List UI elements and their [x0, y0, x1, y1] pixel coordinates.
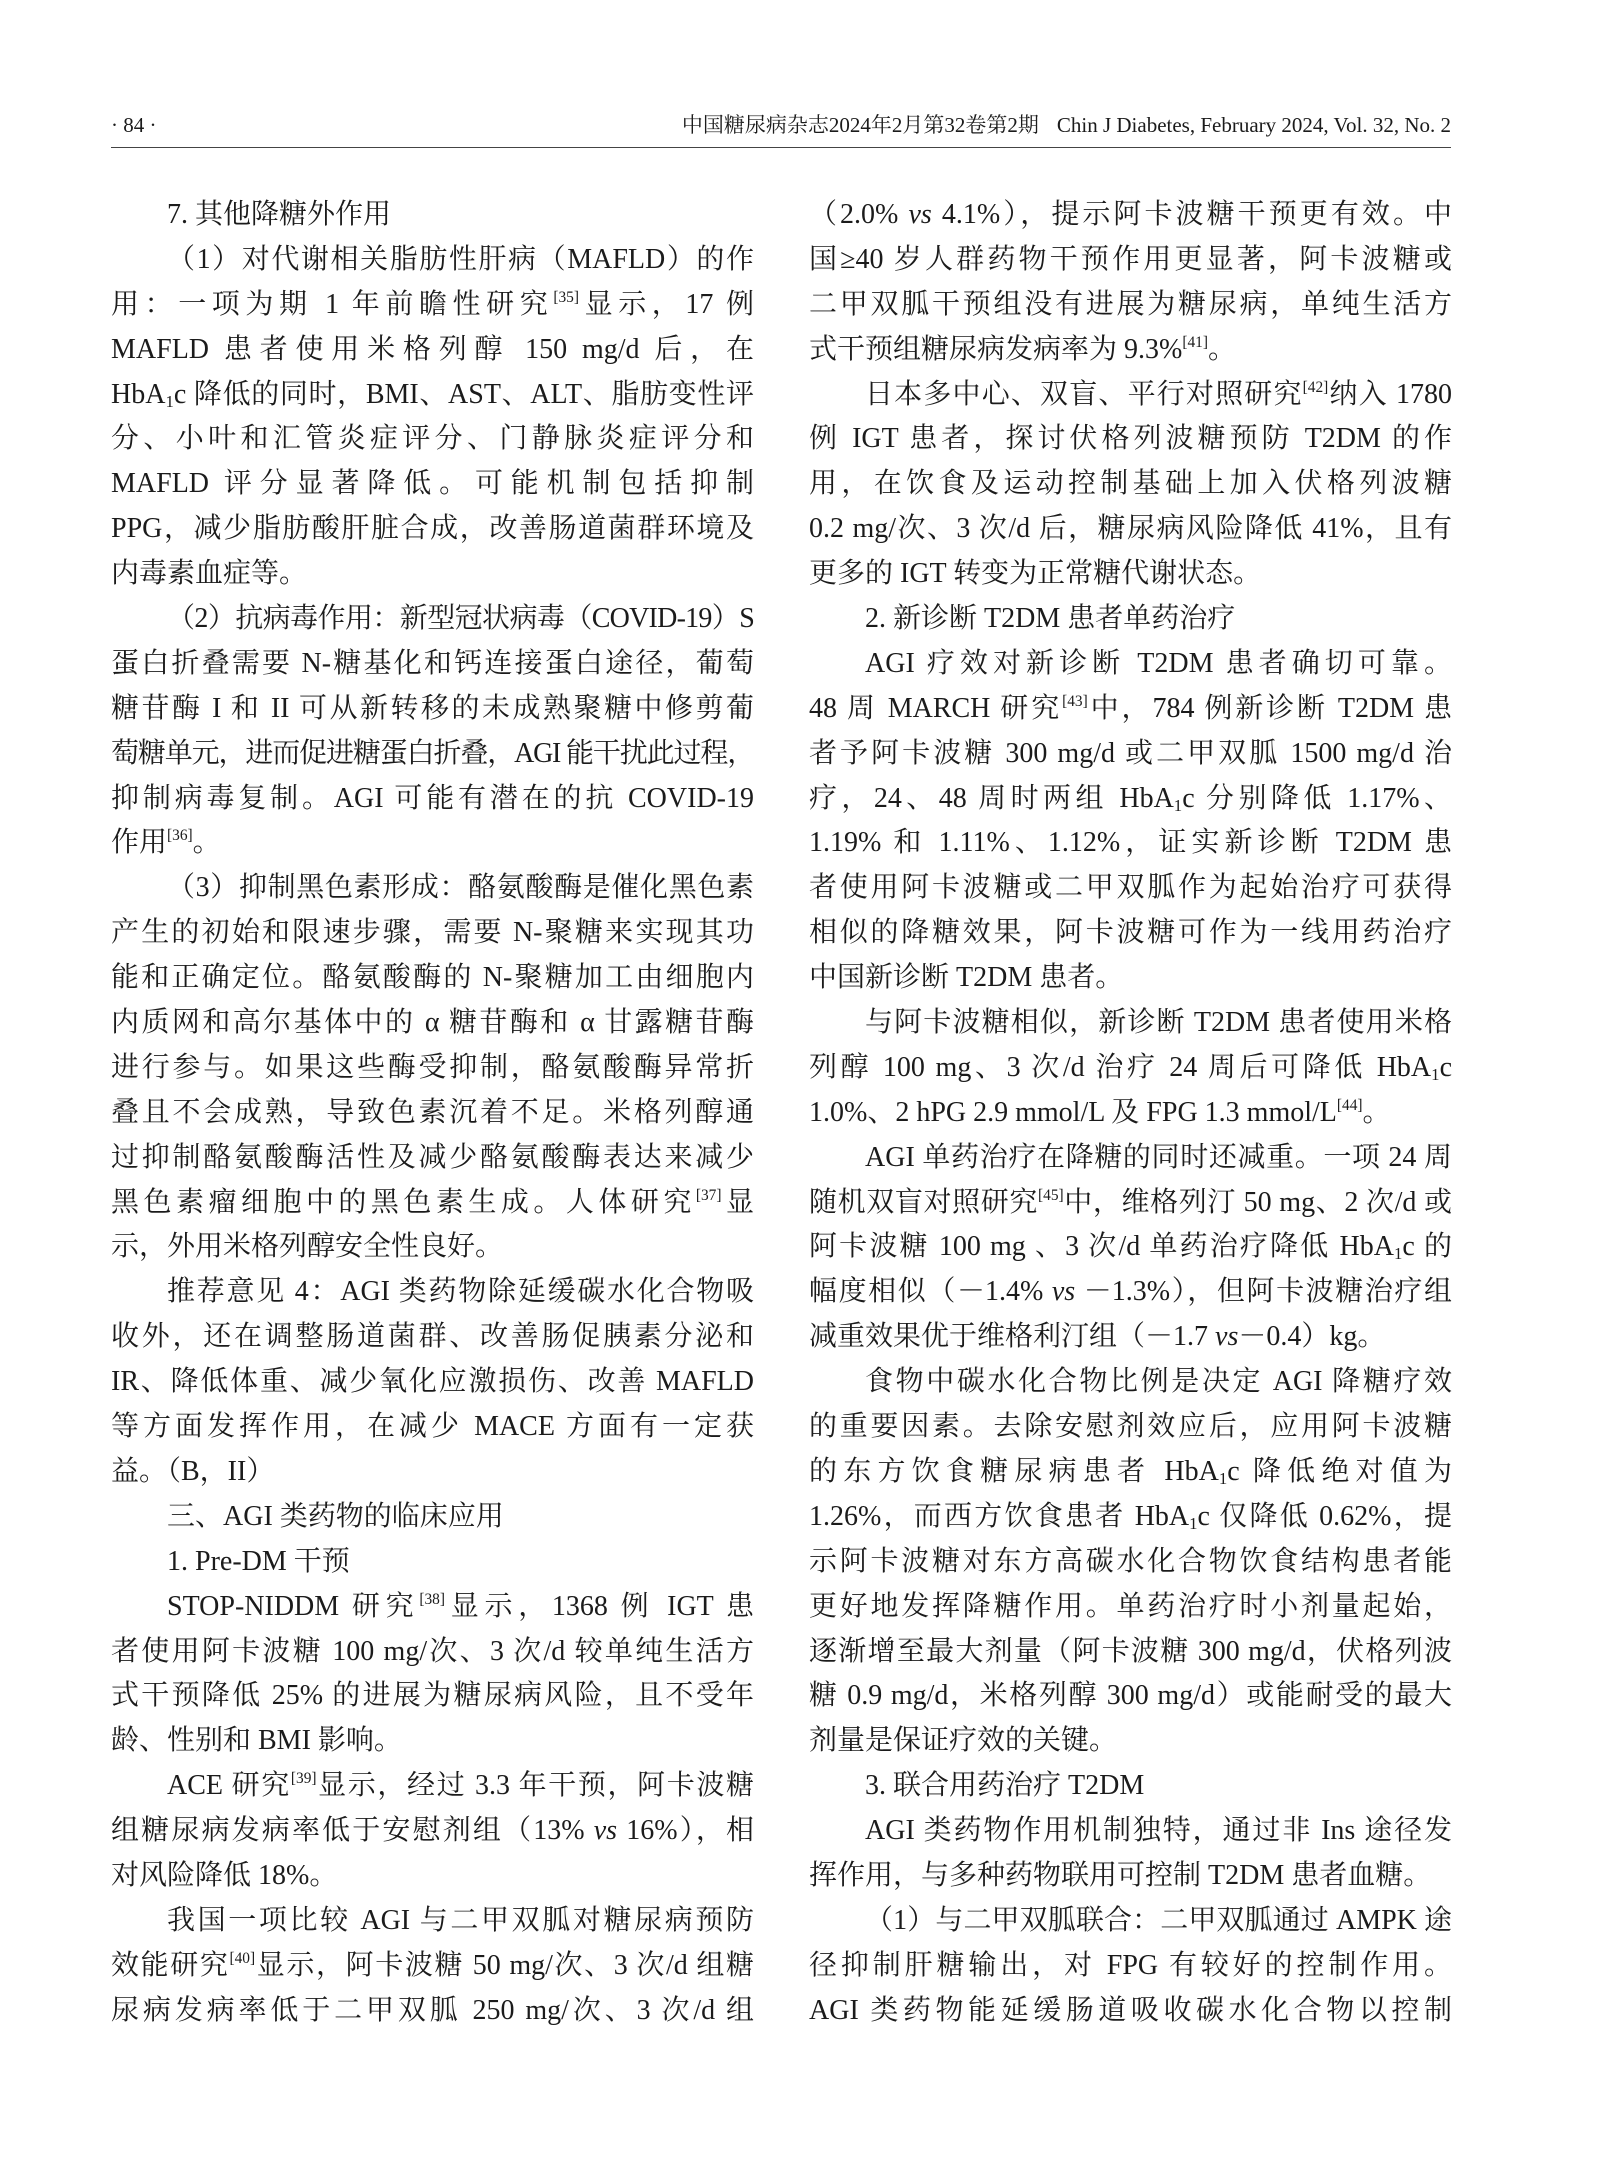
- text-line: [111, 1315, 754, 1360]
- text-run: ACE 研究: [167, 1770, 291, 1802]
- text-line: [111, 328, 754, 373]
- text-run: 相似的降糖效果，阿卡波糖可作为一线用药治疗: [809, 917, 1452, 949]
- text-line: [809, 1225, 1452, 1270]
- right-column: [809, 193, 1452, 2034]
- text-run: 1.0%、2 hPG 2.9 mmol/L 及 FPG 1.3 mmol/L: [809, 1096, 1337, 1128]
- text-line: [809, 193, 1452, 238]
- text-run: 二甲双胍干预组没有进展为糖尿病，单纯生活方: [809, 288, 1452, 320]
- text-line: [809, 1495, 1452, 1540]
- text-run: 与阿卡波糖相似，新诊断 T2DM 患者使用米格: [865, 1007, 1452, 1039]
- text-run: c 降低绝对值为: [1227, 1455, 1452, 1487]
- citation-ref: [40]: [229, 1949, 256, 1967]
- text-run: AGI 类药物能延缓肠道吸收碳水化合物以控制: [809, 1994, 1452, 2026]
- text-run: 更好地发挥降糖作用。单药治疗时小剂量起始，: [809, 1590, 1452, 1622]
- paragraph: [809, 1809, 1452, 1899]
- text-run: AGI 单药治疗在降糖的同时还减重。一项 24 周: [865, 1141, 1452, 1173]
- text-line: [111, 1674, 754, 1719]
- text-line: [111, 373, 754, 418]
- citation-ref: [37]: [695, 1186, 722, 1204]
- subscript: 1: [1431, 1065, 1440, 1085]
- text-run: MAFLD 评分显著降低。可能机制包括抑制: [111, 468, 754, 500]
- text-line: [809, 1585, 1452, 1630]
- text-run: 列醇 100 mg、3 次/d 治疗 24 周后可降低 HbA: [809, 1051, 1432, 1083]
- paragraph: [111, 1899, 754, 2034]
- text-run: c: [1439, 1051, 1452, 1083]
- text-run: c 的: [1402, 1231, 1452, 1263]
- text-run: 内毒素血症等。: [111, 558, 308, 590]
- text-run: 随机双盲对照研究: [809, 1186, 1039, 1218]
- text-line: [809, 1360, 1452, 1405]
- paragraph: [809, 373, 1452, 597]
- citation-ref: [36]: [167, 827, 193, 845]
- subscript: 1: [1218, 1469, 1228, 1489]
- text-run: 组糖尿病发病率低于安慰剂组（13%: [111, 1815, 594, 1847]
- text-run: 中国新诊断 T2DM 患者。: [809, 962, 1124, 994]
- text-run: 显示，阿卡波糖 50 mg/次、3 次/d 组糖: [255, 1949, 754, 1981]
- text-line: [809, 238, 1452, 283]
- paragraph: [111, 597, 754, 866]
- text-run: 16%），相: [617, 1815, 754, 1847]
- text-run: 食物中碳水化合物比例是决定 AGI 降糖疗效: [865, 1366, 1452, 1398]
- citation-ref: [41]: [1182, 333, 1208, 351]
- text-run: 龄、性别和 BMI 影响。: [111, 1725, 402, 1757]
- text-line: [111, 1001, 754, 1046]
- text-run: 逐渐增至最大剂量（阿卡波糖 300 mg/d，伏格列波: [809, 1635, 1452, 1667]
- text-run: 糖苷酶 I 和 II 可从新转移的未成熟聚糖中修剪葡: [111, 692, 754, 724]
- text-line: [111, 1899, 754, 1944]
- subscript: 1: [1394, 1244, 1403, 1264]
- text-line: [111, 1136, 754, 1181]
- text-line: [809, 1450, 1452, 1495]
- text-run: 的东方饮食糖尿病患者 HbA: [809, 1455, 1219, 1487]
- text-line: [809, 866, 1452, 911]
- text-run: 糖 0.9 mg/d，米格列醇 300 mg/d）或能耐受的最大: [809, 1680, 1452, 1712]
- text-run: 对风险降低 18%。: [111, 1859, 338, 1891]
- text-line: [111, 283, 754, 328]
- text-run: 我国一项比较 AGI 与二甲双胍对糖尿病预防: [167, 1904, 754, 1936]
- text-line: [809, 373, 1452, 418]
- text-line: [111, 462, 754, 507]
- text-line: [111, 956, 754, 1001]
- text-run: 中，784 例新诊断 T2DM 患: [1087, 692, 1452, 724]
- text-line: [809, 1854, 1452, 1899]
- paragraph: [111, 866, 754, 1270]
- text-line: [809, 1630, 1452, 1675]
- text-line: [111, 597, 754, 642]
- text-run: MAFLD 患者使用米格列醇 150 mg/d 后，在: [111, 333, 754, 365]
- text-run: 益。（B，II）: [111, 1455, 275, 1487]
- text-run: （2）抗病毒作用：新型冠状病毒（COVID-19）S: [167, 603, 754, 635]
- text-run: PPG，减少脂肪酸肝脏合成，改善肠道菌群环境及: [111, 513, 754, 545]
- text-run: 黑色素瘤细胞中的黑色素生成。人体研究: [111, 1186, 696, 1218]
- citation-ref: [43]: [1062, 693, 1088, 711]
- text-run: 内质网和高尔基体中的 α 糖苷酶和 α 甘露糖苷酶: [111, 1007, 754, 1039]
- text-run: IR、降低体重、减少氧化应激损伤、改善 MAFLD: [111, 1366, 754, 1398]
- text-line: [809, 507, 1452, 552]
- paragraph: [809, 1136, 1452, 1360]
- text-line: [809, 1809, 1452, 1854]
- text-run: 幅度相似（－1.4%: [809, 1276, 1052, 1308]
- text-run: 1.19% 和 1.11%、1.12%，证实新诊断 T2DM 患: [809, 827, 1452, 859]
- paragraph: [809, 193, 1452, 373]
- journal-citation: [682, 108, 1451, 142]
- text-run: （1）对代谢相关脂肪性肝病（MAFLD）的作: [167, 243, 754, 275]
- text-run: 显: [721, 1186, 754, 1218]
- text-run: 中，维格列汀 50 mg、2 次/d 或: [1063, 1186, 1452, 1218]
- text-run: 的重要因素。去除安慰剂效应后，应用阿卡波糖: [809, 1411, 1452, 1443]
- text-line: [111, 1854, 754, 1899]
- text-line: [111, 1091, 754, 1136]
- text-line: [111, 1270, 754, 1315]
- text-line: [809, 1719, 1452, 1764]
- text-run: 作用: [111, 827, 168, 859]
- text-run: 蛋白折叠需要 N-糖基化和钙连接蛋白途径，葡萄: [111, 647, 754, 679]
- text-run: 产生的初始和限速步骤，需要 N-聚糖来实现其功: [111, 917, 754, 949]
- paragraph: [111, 238, 754, 597]
- text-run: （2.0%: [809, 199, 909, 230]
- text-run: 用，在饮食及运动控制基础上加入伏格列波糖: [809, 468, 1452, 500]
- journal-title-en: Chin J Diabetes, February 2024, Vol. 32, No. 2: [1056, 113, 1451, 137]
- paragraph: [111, 1764, 754, 1899]
- text-run: 挥作用，与多种药物联用可控制 T2DM 患者血糖。: [809, 1859, 1432, 1891]
- text-line: [809, 1001, 1452, 1046]
- text-line: [809, 956, 1452, 1001]
- text-line: [809, 732, 1452, 777]
- text-run: 者使用阿卡波糖 100 mg/次、3 次/d 较单纯生活方: [111, 1635, 754, 1667]
- text-run: 萄糖单元，进而促进糖蛋白折叠，AGI 能干扰此过程，: [111, 737, 754, 769]
- section-heading: 三、AGI 类药物的临床应用: [167, 1500, 504, 1532]
- paragraph: [809, 642, 1452, 1001]
- text-line: [809, 1091, 1452, 1136]
- subscript: 1: [165, 391, 174, 411]
- citation-ref: [35]: [553, 289, 579, 307]
- text-run: 0.2 mg/次、3 次/d 后，糖尿病风险降低 41%，且有: [809, 513, 1452, 545]
- text-line: [809, 1899, 1452, 1944]
- text-line: [809, 1405, 1452, 1450]
- section-heading: 1. Pre-DM 干预: [167, 1545, 350, 1577]
- text-run: 1.26%，而西方饮食患者 HbA: [809, 1500, 1190, 1532]
- text-line: [111, 1630, 754, 1675]
- text-line: [809, 417, 1452, 462]
- italic-term: vs: [908, 199, 932, 230]
- text-run: 例 IGT 患者，探讨伏格列波糖预防 T2DM 的作: [809, 423, 1452, 455]
- text-line: [111, 1405, 754, 1450]
- text-line: [111, 687, 754, 732]
- text-run: c 分别降低 1.17%、: [1182, 782, 1452, 814]
- text-run: （1）与二甲双胍联合：二甲双胍通过 AMPK 途: [865, 1904, 1452, 1936]
- text-line: [111, 821, 754, 866]
- text-run: 。: [192, 827, 221, 859]
- citation-ref: [38]: [419, 1590, 446, 1608]
- text-run: 径抑制肝糖输出，对 FPG 有较好的控制作用。: [809, 1949, 1452, 1981]
- text-line: [111, 1585, 754, 1630]
- text-run: 日本多中心、双盲、平行对照研究: [865, 378, 1303, 410]
- text-run: 推荐意见 4：AGI 类药物除延缓碳水化合物吸: [167, 1276, 754, 1308]
- text-run: 式干预组糖尿病发病率为 9.3%: [809, 333, 1183, 365]
- paragraph: [809, 1360, 1452, 1764]
- text-line: [111, 1360, 754, 1405]
- paragraph: [809, 1899, 1452, 2034]
- text-run: c 降低的同时，BMI、AST、ALT、脂肪变性评: [173, 378, 754, 410]
- text-run: 叠且不会成熟，导致色素沉着不足。米格列醇通: [111, 1096, 754, 1128]
- text-run: HbA: [111, 378, 166, 410]
- running-header: [111, 108, 1451, 142]
- text-line: [809, 642, 1452, 687]
- text-run: 48 周 MARCH 研究: [809, 692, 1063, 724]
- text-run: 疗，24、48 周时两组 HbA: [809, 782, 1174, 814]
- text-line: [809, 1181, 1452, 1226]
- text-run: 分、小叶和汇管炎症评分、门静脉炎症评分和: [111, 423, 754, 455]
- text-line: [111, 866, 754, 911]
- subscript: 1: [1173, 795, 1183, 815]
- text-run: 。: [1207, 333, 1236, 365]
- text-line: [111, 642, 754, 687]
- text-run: 显示，经过 3.3 年干预，阿卡波糖: [316, 1770, 754, 1802]
- text-run: 减重效果优于维格利汀组（－1.7: [809, 1321, 1216, 1353]
- text-line: [111, 911, 754, 956]
- text-run: 者予阿卡波糖 300 mg/d 或二甲双胍 1500 mg/d 治: [809, 737, 1452, 769]
- text-line: [809, 462, 1452, 507]
- paragraph: [809, 1001, 1452, 1136]
- text-line: [809, 821, 1452, 866]
- text-line: [111, 1719, 754, 1764]
- text-line: [809, 328, 1452, 373]
- text-line: [111, 1989, 754, 2034]
- text-line: [111, 777, 754, 822]
- italic-term: vs: [1215, 1321, 1239, 1353]
- text-run: 用：一项为期 1 年前瞻性研究: [111, 288, 554, 320]
- text-line: [111, 1225, 754, 1270]
- text-line: [111, 507, 754, 552]
- text-run: 尿病发病率低于二甲双胍 250 mg/次、3 次/d 组: [111, 1994, 754, 2026]
- text-run: 纳入 1780: [1328, 378, 1452, 410]
- text-line: [809, 687, 1452, 732]
- text-line: [809, 1944, 1452, 1989]
- paragraph: [111, 1585, 754, 1765]
- section-heading: 2. 新诊断 T2DM 患者单药治疗: [865, 603, 1236, 635]
- text-run: 更多的 IGT 转变为正常糖代谢状态。: [809, 558, 1262, 590]
- text-line: [111, 1181, 754, 1226]
- text-run: 显示，17 例: [579, 288, 754, 320]
- subscript: 1: [1189, 1514, 1198, 1534]
- text-run: 。: [1362, 1096, 1391, 1128]
- text-line: [111, 417, 754, 462]
- paragraph: [111, 1270, 754, 1494]
- text-run: 收外，还在调整肠道菌群、改善肠促胰素分泌和: [111, 1321, 754, 1353]
- text-line: [809, 777, 1452, 822]
- text-run: －1.3%），但阿卡波糖治疗组: [1075, 1276, 1452, 1308]
- text-line: [809, 1540, 1452, 1585]
- text-line: [111, 1944, 754, 1989]
- text-run: 过抑制酪氨酸酶活性及减少酪氨酸酶表达来减少: [111, 1141, 754, 1173]
- text-run: 阿卡波糖 100 mg 、3 次/d 单药治疗降低 HbA: [809, 1231, 1394, 1263]
- text-line: [809, 552, 1452, 597]
- text-line: [111, 238, 754, 283]
- left-column: [111, 193, 754, 2034]
- section-heading: 3. 联合用药治疗 T2DM: [865, 1770, 1145, 1802]
- text-line: [809, 1046, 1452, 1091]
- text-line: [809, 1674, 1452, 1719]
- text-run: 显示，1368 例 IGT 患: [445, 1590, 754, 1622]
- text-run: 国≥40 岁人群药物干预作用更显著，阿卡波糖或: [809, 243, 1452, 275]
- text-run: 剂量是保证疗效的关键。: [809, 1725, 1118, 1757]
- text-line: [111, 1450, 754, 1495]
- text-line: [809, 1315, 1452, 1360]
- text-run: 抑制病毒复制。AGI 可能有潜在的抗 COVID-19: [111, 782, 754, 814]
- citation-ref: [45]: [1038, 1186, 1064, 1204]
- text-run: －0.4）kg。: [1238, 1321, 1386, 1353]
- section-heading: 7. 其他降糖外作用: [167, 199, 392, 230]
- text-line: [809, 1989, 1452, 2034]
- citation-ref: [42]: [1302, 378, 1329, 396]
- text-run: 能和正确定位。酪氨酸酶的 N-聚糖加工由细胞内: [111, 962, 754, 994]
- text-run: 示，外用米格列醇安全性良好。: [111, 1231, 504, 1263]
- text-line: [809, 1270, 1452, 1315]
- citation-ref: [44]: [1336, 1097, 1363, 1115]
- text-run: （3）抑制黑色素形成：酪氨酸酶是催化黑色素: [167, 872, 754, 904]
- text-run: 4.1%），提示阿卡波糖干预更有效。中: [931, 199, 1452, 230]
- text-line: [809, 911, 1452, 956]
- text-run: 式干预降低 25% 的进展为糖尿病风险，且不受年: [111, 1680, 754, 1712]
- italic-term: vs: [593, 1815, 618, 1847]
- italic-term: vs: [1051, 1276, 1076, 1308]
- citation-ref: [39]: [290, 1770, 317, 1788]
- text-run: STOP-NIDDM 研究: [167, 1590, 420, 1622]
- text-line: [111, 1809, 754, 1854]
- text-run: 效能研究: [111, 1949, 230, 1981]
- text-line: [111, 1764, 754, 1809]
- page-number: · 84 ·: [111, 113, 157, 137]
- text-run: 示阿卡波糖对东方高碳水化合物饮食结构患者能: [809, 1545, 1452, 1577]
- text-line: [809, 283, 1452, 328]
- text-run: c 仅降低 0.62%，提: [1197, 1500, 1452, 1532]
- text-run: 等方面发挥作用，在减少 MACE 方面有一定获: [111, 1411, 754, 1443]
- text-run: 者使用阿卡波糖或二甲双胍作为起始治疗可获得: [809, 872, 1452, 904]
- text-run: AGI 类药物作用机制独特，通过非 Ins 途径发: [865, 1815, 1452, 1847]
- text-line: [809, 1136, 1452, 1181]
- text-line: [111, 552, 754, 597]
- journal-title-cn: 中国糖尿病杂志2024年2月第32卷第2期: [681, 113, 1039, 137]
- text-run: 进行参与。如果这些酶受抑制，酪氨酸酶异常折: [111, 1051, 754, 1083]
- text-line: [111, 732, 754, 777]
- text-line: [111, 1046, 754, 1091]
- text-run: AGI 疗效对新诊断 T2DM 患者确切可靠。: [865, 647, 1452, 679]
- header-rule: [111, 147, 1451, 148]
